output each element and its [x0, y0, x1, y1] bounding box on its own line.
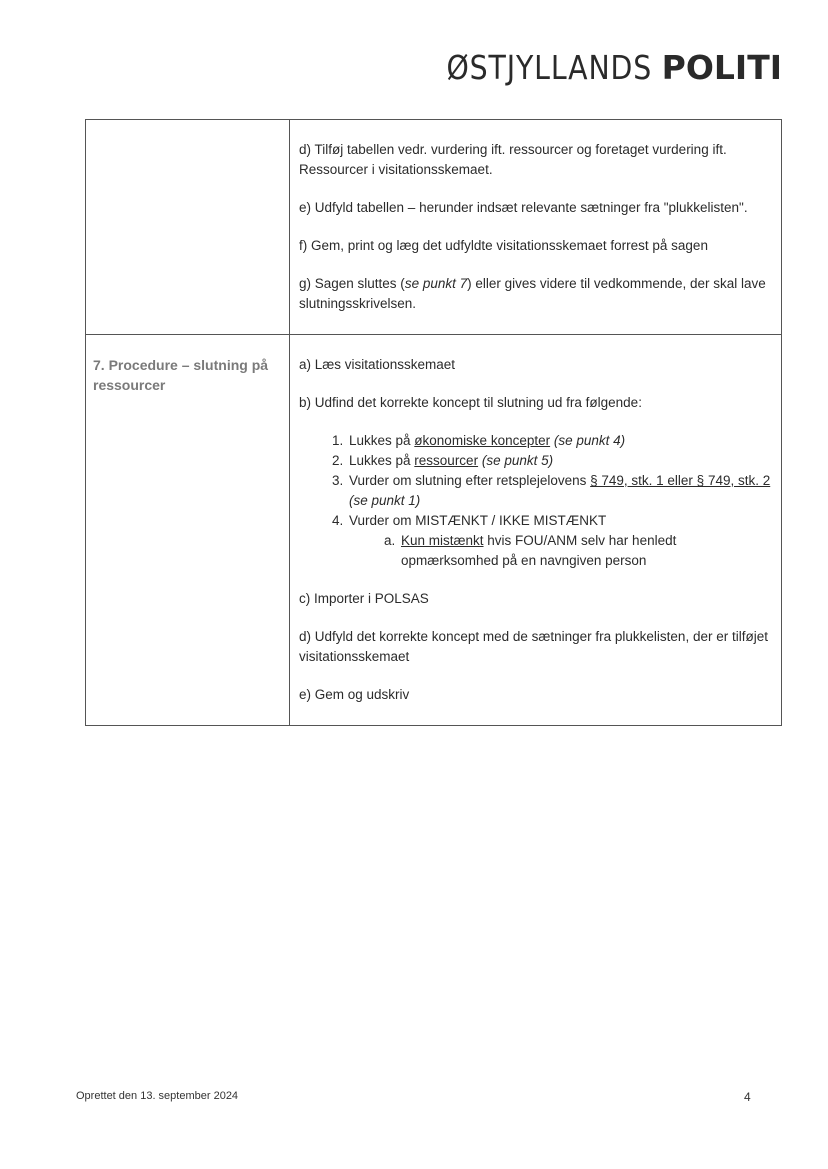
sub-list — [349, 531, 771, 571]
table-row — [86, 120, 782, 335]
list-item-text: hvis FOU/ANM selv har henledt opmærksomhed på en navngiven person — [401, 533, 677, 568]
link-ressourcer[interactable]: ressourcer — [414, 453, 479, 468]
footer-created-date: Oprettet den 13. september 2024 — [76, 1090, 239, 1102]
list-item — [347, 451, 771, 471]
link-retsplejeloven[interactable]: § 749, stk. 1 eller § 749, stk. 2 — [590, 473, 771, 488]
list-item — [347, 431, 771, 451]
list-item-text: Vurder om MISTÆNKT / IKKE MISTÆNKT — [349, 513, 607, 528]
logo-text-ostjyllands: ØSTJYLLANDS — [446, 48, 652, 87]
list-item-reference: (se punkt 4) — [553, 433, 626, 448]
section-title: 7. Procedure – slutning på ressourcer — [93, 357, 269, 393]
link-okonomiske-koncepter[interactable]: økonomiske koncepter — [414, 433, 551, 448]
procedure-table — [85, 119, 782, 726]
list-item-text: Vurder om slutning efter retsplejelovens — [349, 473, 591, 488]
step-c: c) Importer i POLSAS — [299, 591, 429, 606]
step-title-cell — [86, 335, 290, 726]
list-item-reference: (se punkt 1) — [349, 493, 421, 508]
step-d: d) Udfyld det korrekte koncept med de sætninger fra plukkelisten, der er tilføjet visitationsskemaet — [299, 629, 768, 664]
concept-list — [299, 431, 771, 571]
step-a: a) Læs visitationsskemaet — [299, 357, 456, 372]
police-logo — [413, 50, 782, 86]
step-g — [299, 274, 771, 314]
step-e: e) Udfyld tabellen – herunder indsæt relevante sætninger fra "plukkelisten". — [299, 200, 748, 215]
list-item — [347, 471, 771, 511]
list-item — [399, 531, 771, 571]
step-content-cell — [290, 335, 782, 726]
step-g-reference: se punkt 7 — [404, 276, 468, 291]
logo-text-politi: POLITI — [661, 48, 782, 87]
step-title-cell-empty — [86, 120, 290, 335]
list-item — [347, 511, 771, 571]
step-e: e) Gem og udskriv — [299, 687, 410, 702]
step-g-text: g) Sagen sluttes ( — [299, 276, 405, 291]
page-number: 4 — [744, 1090, 751, 1104]
link-kun-mistaenkt[interactable]: Kun mistænkt — [401, 533, 484, 548]
list-item-text: Lukkes på — [349, 433, 415, 448]
list-item-reference: (se punkt 5) — [481, 453, 554, 468]
step-g-text-end: ) eller gives videre til vedkommende, der skal lave slutningsskrivelsen. — [299, 276, 766, 311]
table-row — [86, 335, 782, 726]
step-b: b) Udfind det korrekte koncept til slutning ud fra følgende: — [299, 395, 642, 410]
list-item-text: Lukkes på — [349, 453, 415, 468]
step-f: f) Gem, print og læg det udfyldte visitationsskemaet forrest på sagen — [299, 238, 708, 253]
step-d: d) Tilføj tabellen vedr. vurdering ift. ressourcer og foretaget vurdering ift. Ressourcer i visitationsskemaet. — [299, 142, 727, 177]
step-content-cell — [290, 120, 782, 335]
